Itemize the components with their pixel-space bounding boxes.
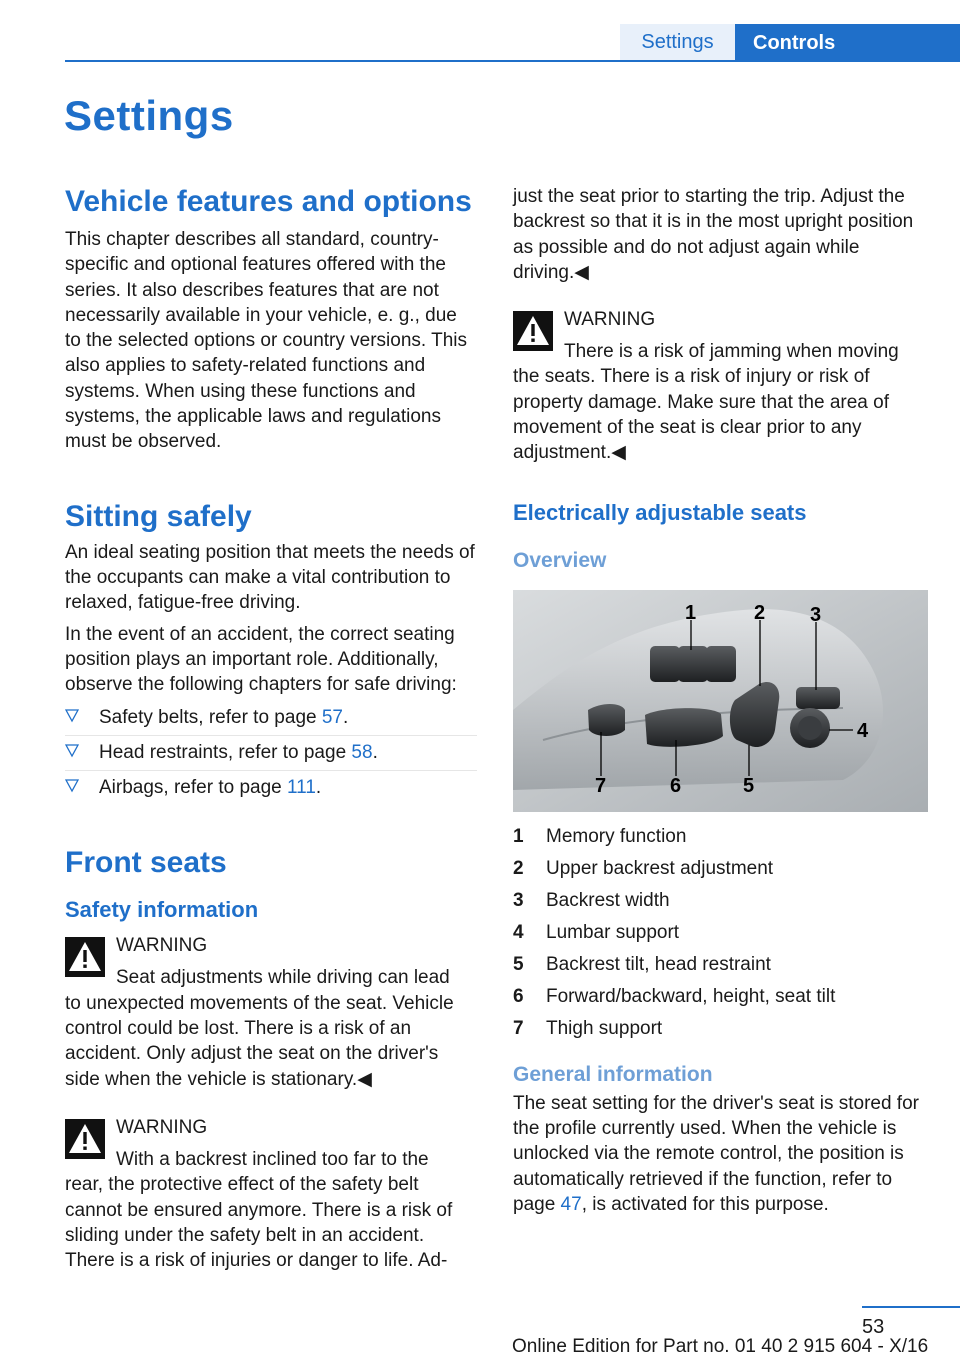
sitting-safely-heading: Sitting safely — [65, 499, 252, 533]
warning-text: to unexpected movements of the seat. Vehicle control could be lost. There is a risk of an accident. Only adjust the seat on the driver's side when the vehicle is stationary.◀ — [65, 992, 454, 1090]
legend-number: 4 — [513, 921, 524, 943]
header-section-tab[interactable]: Settings — [620, 24, 735, 60]
general-information-text — [513, 1091, 931, 1217]
triangle-bullet-icon — [65, 744, 79, 758]
figure-label-4: 4 — [857, 719, 869, 742]
legend-item — [513, 1013, 931, 1045]
figure-label-1: 1 — [685, 601, 697, 624]
warning-block-2 — [65, 1115, 477, 1273]
figure-label-7: 7 — [595, 774, 607, 797]
list-item-text: Safety belts, refer to page — [99, 707, 322, 729]
warning-text-first-line: There is a risk of jamming when moving — [564, 341, 899, 363]
warning-icon — [65, 1119, 105, 1159]
legend-item — [513, 821, 931, 853]
warning-text: rear, the protective effect of the safety belt cannot be ensured anymore. There is a risk of sliding under the safety belt in an accident. There is a risk of injuries or danger to life. Ad- — [65, 1174, 453, 1272]
list-item: Safety belts, refer to page 57. — [65, 701, 477, 736]
safety-information-heading: Safety information — [65, 897, 259, 923]
legend-number: 3 — [513, 889, 524, 911]
legend-text: Backrest tilt, head restraint — [546, 953, 771, 975]
general-text-start: The seat setting for the driver's seat is stored for the profile currently used. When the vehicle is unlocked via the remote control, the position is automatically retrieved if the function, refer to page — [513, 1092, 919, 1215]
warning-block-1 — [65, 933, 477, 1091]
safe-driving-list — [65, 701, 477, 805]
legend-text: Upper backrest adjustment — [546, 857, 774, 879]
page-title: Settings — [64, 92, 234, 139]
header-rule — [65, 60, 960, 62]
list-item-text: Head restraints, refer to page — [99, 742, 352, 764]
page-number: 53 — [862, 1316, 885, 1338]
vehicle-features-heading: Vehicle features and options — [65, 185, 472, 218]
legend-text: Memory function — [546, 825, 687, 847]
footer-rule — [862, 1306, 960, 1308]
figure-label-3: 3 — [810, 603, 822, 626]
warning-text-first-line: With a backrest inclined too far to the — [116, 1148, 429, 1170]
triangle-bullet-icon — [65, 709, 79, 723]
warning-title: WARNING — [116, 1116, 208, 1138]
warning-title: WARNING — [564, 309, 656, 331]
warning-icon — [65, 937, 105, 977]
front-seats-heading: Front seats — [65, 846, 227, 880]
legend-text: Forward/backward, height, seat tilt — [546, 985, 836, 1007]
page-link-57[interactable]: 57 — [321, 707, 343, 729]
legend-item — [513, 885, 931, 917]
page-link-47[interactable]: 47 — [560, 1193, 582, 1215]
seat-controls-legend — [513, 821, 931, 1045]
general-information-heading: General information — [513, 1062, 713, 1086]
list-item: Head restraints, refer to page 58. — [65, 736, 477, 771]
legend-number: 1 — [513, 825, 524, 847]
triangle-bullet-icon — [65, 779, 79, 793]
figure-label-6: 6 — [670, 774, 682, 797]
warning-title: WARNING — [116, 935, 208, 957]
warning-icon — [513, 311, 553, 351]
electrically-adjustable-seats-heading: Electrically adjustable seats — [513, 499, 807, 525]
legend-item — [513, 853, 931, 885]
legend-item — [513, 981, 931, 1013]
overview-heading: Overview — [513, 548, 607, 572]
figure-label-2: 2 — [754, 601, 766, 624]
legend-item — [513, 917, 931, 949]
sitting-safely-p2: In the event of an accident, the correct seating position plays an important role. Additionally, observe the following chapters for safe driving: — [65, 623, 457, 696]
list-item: Airbags, refer to page 111. — [65, 771, 477, 805]
legend-text: Backrest width — [546, 889, 670, 911]
right-column — [513, 184, 931, 1217]
general-text-end: , is activated for this purpose. — [581, 1193, 829, 1215]
legend-text: Thigh support — [546, 1017, 663, 1039]
legend-number: 7 — [513, 1017, 524, 1039]
vehicle-features-text: This chapter describes all standard, country-specific and optional features offered with the series. It also describes features that are not necessarily available in your vehicle, e. g., due to the selected options or country versions. This also applies to safety-related functions and systems. When using these functions and systems, the applicable laws and regulations must be observed. — [65, 229, 468, 453]
sitting-safely-p1: An ideal seating position that meets the needs of the occupants can make a vital contribution to relaxed, fatigue-free driving. — [65, 541, 475, 614]
left-column — [65, 184, 477, 1273]
page-link-58[interactable]: 58 — [351, 742, 373, 764]
page-link-111[interactable]: 111 — [287, 777, 316, 799]
warning-block-3 — [513, 307, 931, 465]
warning-text: the seats. There is a risk of injury or risk of property damage. Make sure that the area of movement of the seat is clear prior to any adjustment.◀ — [513, 366, 889, 464]
seat-controls-illustration — [513, 590, 928, 812]
legend-text: Lumbar support — [546, 921, 680, 943]
warning-text-first-line: Seat adjustments while driving can lead — [116, 967, 450, 989]
figure-label-5: 5 — [743, 774, 755, 797]
edition-footer: Online Edition for Part no. 01 40 2 915 604 - X/16 — [512, 1336, 929, 1357]
legend-number: 6 — [513, 985, 524, 1007]
continued-text: just the seat prior to starting the trip. Adjust the backrest so that it is in the most upright position as possible and do not adjust again while driving.◀ — [513, 186, 914, 283]
legend-item — [513, 949, 931, 981]
legend-number: 5 — [513, 953, 524, 975]
seat-controls-figure — [513, 590, 928, 812]
legend-number: 2 — [513, 857, 524, 879]
list-item-text: Airbags, refer to page — [99, 777, 287, 799]
header-chapter-tab[interactable]: Controls — [735, 24, 960, 62]
